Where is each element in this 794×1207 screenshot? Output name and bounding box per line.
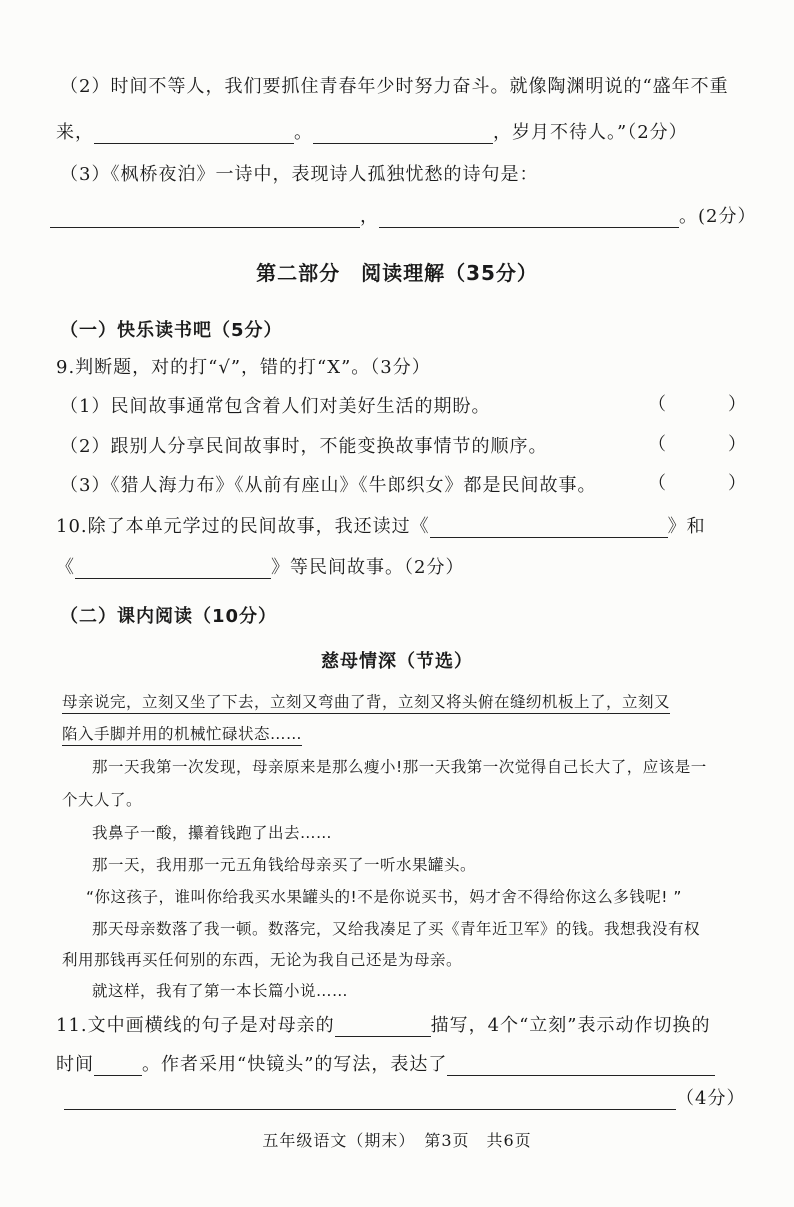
q8-sub2-line1 [60,72,729,98]
q10-tail: 》等民间故事。（2分） [271,557,465,578]
passage-paragraph: 那一天我第一次发现，母亲原来是那么瘦小!那一天我第一次觉得自己长大了，应该是一 [92,758,707,776]
q11-line1 [56,1011,710,1037]
q11-tail: 。作者采用“快镜头”的写法，表达了 [142,1054,448,1075]
q8-sub2-text: （2）时间不等人，我们要抓住青春年少时努力奋斗。就像陶渊明说的“盛年不重 [60,76,729,97]
answer-blank-5[interactable] [430,519,668,538]
passage-paragraph: 我鼻子一酸，攥着钱跑了出去…… [92,824,333,842]
q8-sub3-score: 。(2分） [679,206,757,227]
q11-line2 [56,1050,715,1076]
answer-blank-7[interactable] [335,1018,431,1037]
q10-lead: 10.除了本单元学过的民间故事，我还读过《 [56,516,430,537]
q8-sub3-comma: ， [360,206,379,227]
paren-close: ） [728,394,746,415]
q9-item-2: （2）跟别人分享民间故事时，不能变换故事情节的顺序。 [60,436,548,457]
part2-title: 第二部分 阅读理解（35分） [256,261,538,285]
q11-score: （4分） [676,1088,746,1109]
q11-line3 [64,1084,745,1110]
paren-close: ） [728,434,746,455]
q8-sub3-line2 [50,202,756,228]
q8-sub2-tail: ，岁月不待人。”（2分） [493,122,688,143]
passage-paragraph: “你这孩子，谁叫你给我买水果罐头的!不是你说买书，妈才舍不得给你这么多钱呢! ” [86,888,682,906]
paren-open: （ [648,473,666,494]
page-footer: 五年级语文（期末） 第3页 共6页 [262,1131,532,1150]
answer-blank-2[interactable] [313,125,493,144]
passage-paragraph: 利用那钱再买任何别的东西，无论为我自己还是为母亲。 [62,951,463,969]
answer-blank-10[interactable] [64,1091,676,1110]
q11-time: 时间 [56,1054,94,1075]
q9-item-3: （3）《猎人海力布》《从前有座山》《牛郎织女》都是民间故事。 [60,475,597,496]
answer-blank-6[interactable] [75,560,271,579]
section2-title: （二）课内阅读（10分） [60,606,278,627]
q10-mid: 》和 [667,516,706,537]
passage-paragraph: 就这样，我有了第一本长篇小说…… [92,982,349,1000]
q11-mid: 描写，4个“立刻”表示动作切换的 [430,1015,711,1036]
section1-title: （一）快乐读书吧（5分） [60,320,283,341]
answer-blank-1[interactable] [94,125,294,144]
q11-lead: 11.文中画横线的句子是对母亲的 [56,1015,335,1036]
q10-open-bracket: 《 [56,557,75,578]
paren-close: ） [728,473,746,494]
q8-sub2-line2 [56,118,688,144]
answer-blank-4[interactable] [379,209,679,228]
paren-open: （ [648,434,666,455]
q9-item-1: （1）民间故事通常包含着人们对美好生活的期盼。 [60,396,491,417]
answer-blank-3[interactable] [50,209,360,228]
passage-title: 慈母情深（节选） [321,651,473,672]
passage-paragraph: 那一天，我用那一元五角钱给母亲买了一听水果罐头。 [92,856,477,874]
q10-line1 [56,512,706,538]
q8-sub2-mid: 。 [294,122,313,143]
passage-paragraph: 个大人了。 [62,791,143,809]
q8-sub3-line1 [60,160,538,186]
passage-paragraph: 那天母亲数落了我一顿。数落完，又给我凑足了买《青年近卫军》的钱。我想我没有权 [92,920,701,938]
underlined-sentence: 母亲说完，立刻又坐了下去，立刻又弯曲了背，立刻又将头俯在缝纫机板上了，立刻又 [62,693,670,714]
q8-sub3-text: （3）《枫桥夜泊》一诗中，表现诗人孤独忧愁的诗句是： [60,164,539,185]
answer-blank-8[interactable] [94,1057,142,1076]
q10-line2 [56,553,464,579]
passage-underlined-line1 [62,690,670,712]
paren-open: （ [648,394,666,415]
q9-prompt: 9.判断题，对的打“√”，错的打“X”。（3分） [56,357,431,378]
passage-underlined-line2 [62,722,302,744]
underlined-sentence: 陷入手脚并用的机械忙碌状态…… [62,725,302,746]
q8-sub2-lead: 来， [56,122,94,143]
answer-blank-9[interactable] [447,1057,715,1076]
